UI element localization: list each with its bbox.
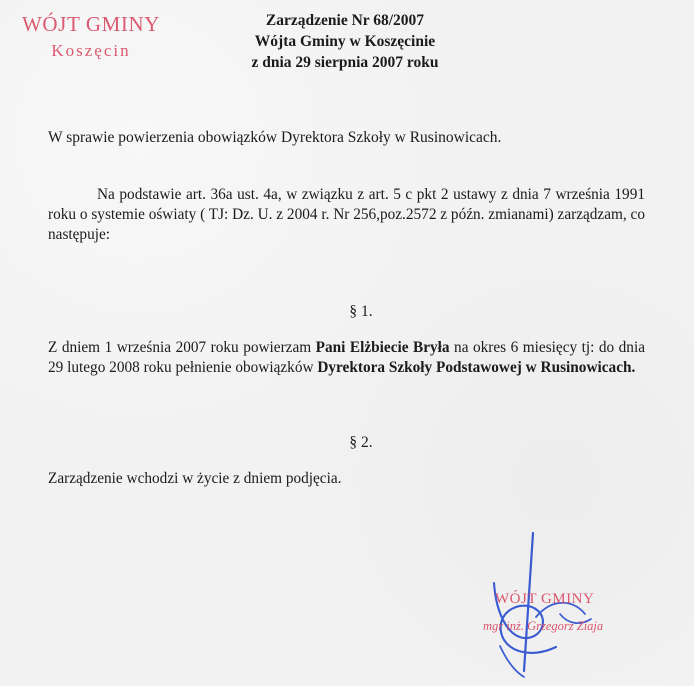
stamp-title: WÓJT GMINY [21, 12, 161, 36]
appointment-position: Dyrektora Szkoły Podstawowej w Rusinowicach. [317, 359, 636, 376]
appointee-name: Pani Elżbiecie Bryła [315, 339, 450, 356]
document-subject: W sprawie powierzenia obowiązków Dyrektora Szkoły w Rusinowicach. [48, 129, 502, 146]
legal-basis-paragraph: Na podstawie art. 36a ust. 4a, w związku z art. 5 c pkt 2 ustawy z dnia 7 września 1991 roku o systemie oświaty ( TJ: Dz. U. z 2004 r. Nr 256,poz.2572 z późn. zmianami) zarządzam, co następuje: [48, 186, 645, 243]
section-2-paragraph: Zarządzenie wchodzi w życie z dniem podjęcia. [48, 470, 342, 487]
document-heading [210, 10, 480, 73]
section-marker-2: § 2. [349, 434, 373, 451]
signature-stamp-name: mgr inż. Grzegorz Ziaja [483, 619, 604, 633]
section-marker-1: § 1. [349, 303, 373, 320]
signature-block [476, 528, 666, 678]
official-stamp [16, 14, 166, 59]
heading-line-3: z dnia 29 sierpnia 2007 roku [251, 54, 439, 71]
heading-line-1: Zarządzenie Nr 68/2007 [265, 12, 425, 29]
section-1-text-part-1: Z dniem 1 września 2007 roku powierzam [48, 339, 316, 356]
section-1-paragraph [48, 338, 645, 378]
section-1-text-part-3: na okres 6 miesięcy tj: do dnia 29 lutego 2008 roku pełnienie obowiązków [48, 339, 645, 376]
heading-line-2: Wójta Gminy w Koszęcinie [254, 33, 436, 50]
stamp-location: Koszęcin [51, 41, 131, 60]
signature-stamp-title: WÓJT GMINY [495, 591, 595, 607]
